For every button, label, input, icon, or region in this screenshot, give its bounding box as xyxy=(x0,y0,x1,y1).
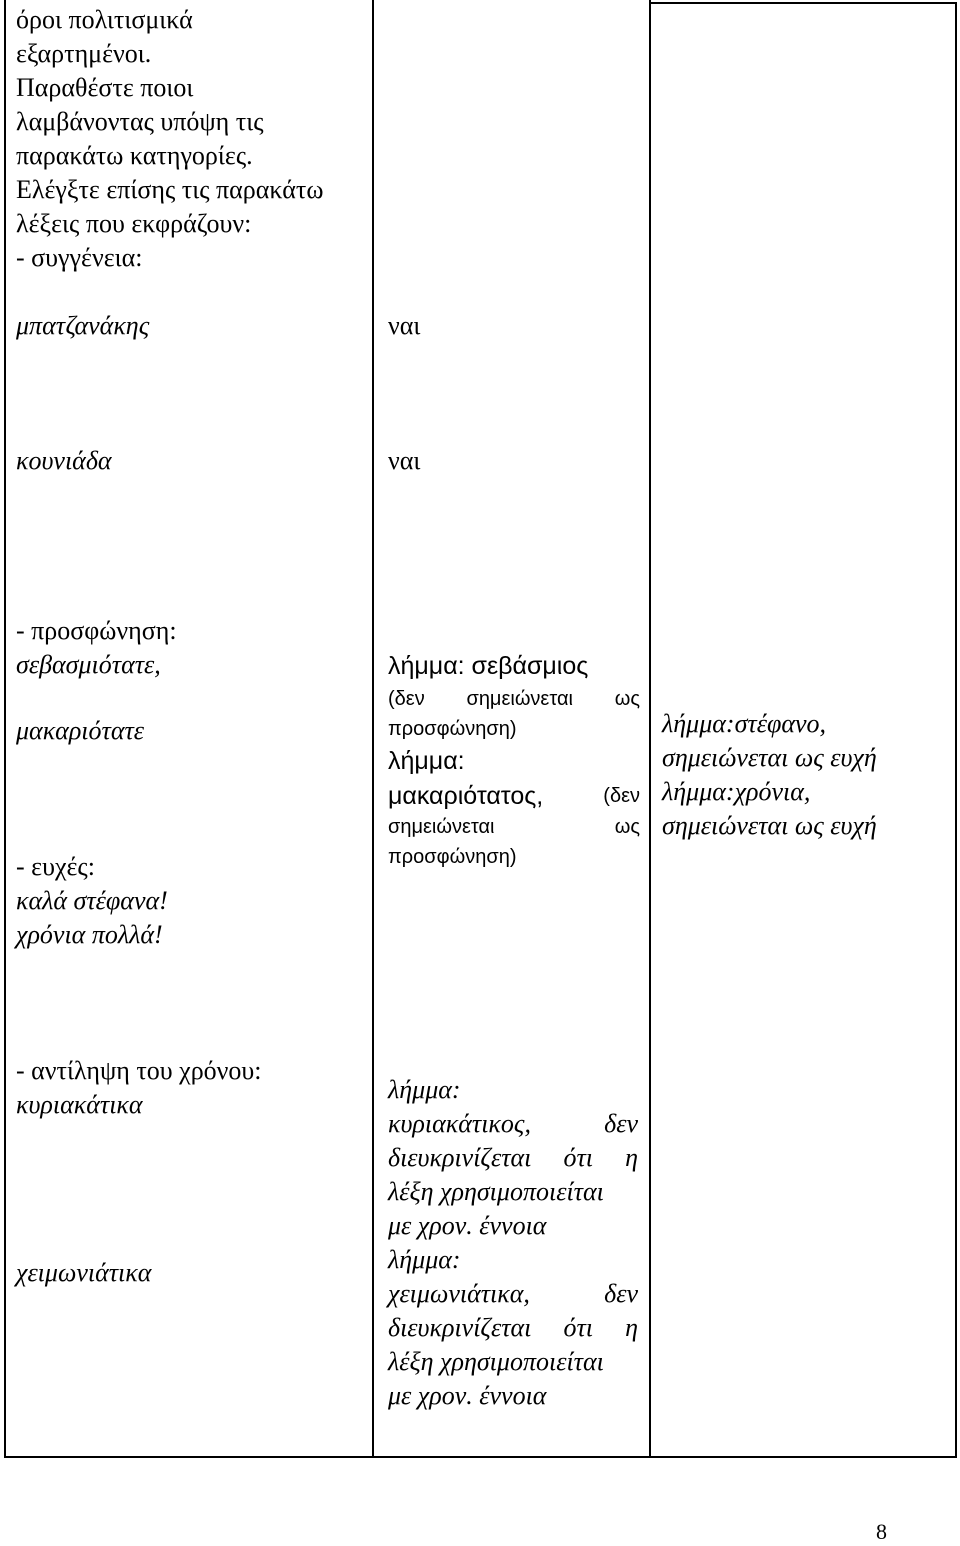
note-word: δεν xyxy=(604,1279,638,1308)
intro-line: - συγγένεια: xyxy=(16,243,143,272)
wish-term: χρόνια πολλά! xyxy=(16,920,163,949)
wishes-heading: - ευχές: xyxy=(16,852,95,881)
intro-line: εξαρτημένοι. xyxy=(16,39,152,68)
note-word: σημειώνεται xyxy=(466,688,573,710)
note-word: μακαριότατος, xyxy=(388,782,544,810)
note-line: λήμμα: xyxy=(388,1075,461,1104)
note-word: η xyxy=(625,1313,638,1342)
intro-line: λέξεις που εκφράζουν: xyxy=(16,209,252,238)
note-word: (δεν xyxy=(603,785,640,807)
table-border-col1 xyxy=(372,0,374,1458)
table-border-bottom xyxy=(4,1456,957,1458)
note-line xyxy=(388,1277,638,1311)
note-word: ως xyxy=(614,816,640,838)
note-line: λήμμα: σεβάσμιος xyxy=(388,652,589,680)
time-heading: - αντίληψη του χρόνου: xyxy=(16,1056,262,1085)
note-line: προσφώνηση) xyxy=(388,846,517,868)
note-word: διευκρινίζεται xyxy=(388,1143,532,1172)
note-word: ως xyxy=(614,688,640,710)
intro-line: Ελέγξτε επίσης τις παρακάτω xyxy=(16,175,324,204)
kinship-term: μπατζανάκης xyxy=(16,311,150,340)
note-line: λήμμα: xyxy=(388,747,465,775)
note-word: σημειώνεται xyxy=(388,816,495,838)
intro-line: παρακάτω κατηγορίες. xyxy=(16,141,253,170)
intro-line: Παραθέστε ποιοι xyxy=(16,73,194,102)
note-line: λήμμα:χρόνια, xyxy=(662,777,811,806)
note-line: με χρον. έννοια xyxy=(388,1211,547,1240)
note-line: λέξη χρησιμοποιείται xyxy=(388,1177,604,1206)
time-term: χειμωνιάτικα xyxy=(16,1258,152,1287)
note-line: σημειώνεται ως ευχή xyxy=(662,811,877,840)
note-line: λέξη χρησιμοποιείται xyxy=(388,1347,604,1376)
intro-line: όροι πολιτισμικά xyxy=(16,5,193,34)
table-border-left xyxy=(4,0,6,1458)
note-line xyxy=(388,1311,638,1345)
note-word: διευκρινίζεται xyxy=(388,1313,532,1342)
note-word: δεν xyxy=(604,1109,638,1138)
table-border-top-col3 xyxy=(649,2,957,4)
address-term: σεβασμιότατε, xyxy=(16,650,161,679)
wish-term: καλά στέφανα! xyxy=(16,886,168,915)
time-term: κυριακάτικα xyxy=(16,1090,143,1119)
address-heading: - προσφώνηση: xyxy=(16,616,177,645)
note-line xyxy=(388,1107,638,1141)
kinship-answer: ναι xyxy=(388,311,421,340)
kinship-answer: ναι xyxy=(388,446,421,475)
note-word: κυριακάτικος, xyxy=(388,1109,531,1138)
note-line xyxy=(388,780,640,812)
address-term: μακαριότατε xyxy=(16,716,145,745)
note-line xyxy=(388,813,640,841)
note-line xyxy=(388,685,640,713)
note-line: προσφώνηση) xyxy=(388,718,517,740)
intro-line: λαμβάνοντας υπόψη τις xyxy=(16,107,264,136)
table-border-right xyxy=(955,2,957,1458)
note-word: ότι xyxy=(563,1143,593,1172)
note-line: λήμμα:στέφανο, xyxy=(662,709,827,738)
note-word: χειμωνιάτικα, xyxy=(388,1279,530,1308)
note-line: σημειώνεται ως ευχή xyxy=(662,743,877,772)
page-number: 8 xyxy=(876,1519,887,1544)
note-line xyxy=(388,1141,638,1175)
note-word: (δεν xyxy=(388,688,425,710)
note-line: λήμμα: xyxy=(388,1245,461,1274)
kinship-term: κουνιάδα xyxy=(16,446,112,475)
note-line: με χρον. έννοια xyxy=(388,1381,547,1410)
note-word: ότι xyxy=(563,1313,593,1342)
table-border-col2 xyxy=(649,0,651,1458)
note-word: η xyxy=(625,1143,638,1172)
